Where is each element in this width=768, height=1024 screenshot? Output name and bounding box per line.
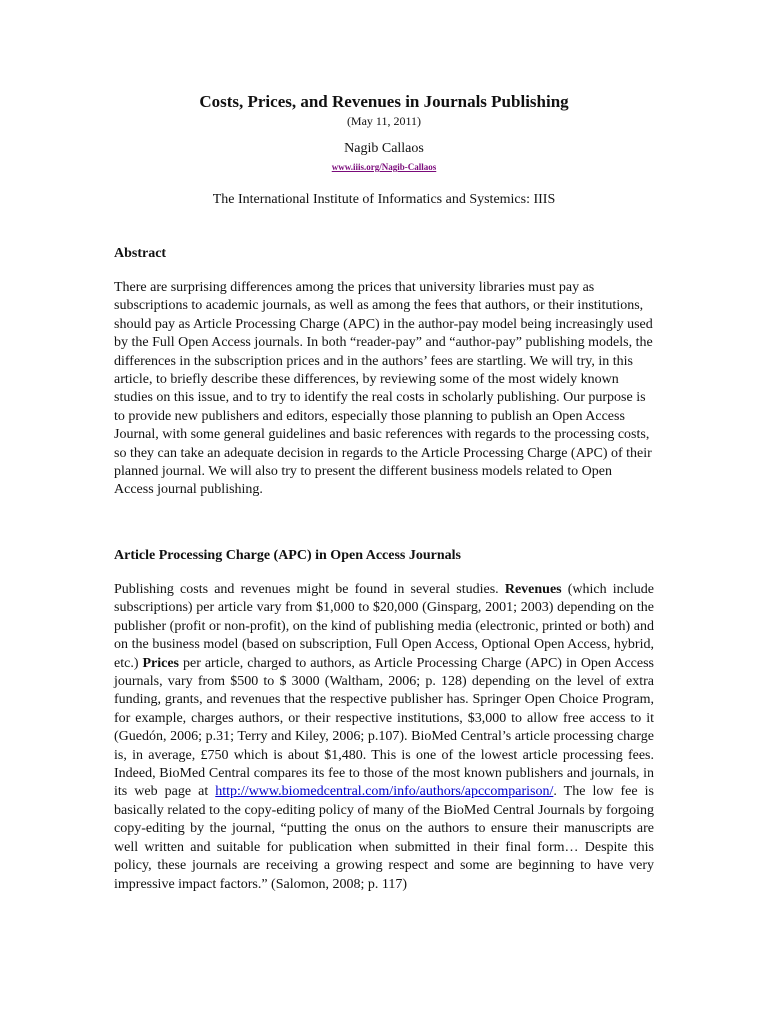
apc-text-part-2: (which include subscriptions) per article vary from $1,000 to $20,000 (Ginsparg, 2001; 2003) depending on the publisher (profit or non-profit), on the kind of publishing media (electronic, printed or both) and on the business model (based on subscription, Full Open Access, Optional Open Access, hybrid, etc.) (114, 582, 654, 671)
document-title: Costs, Prices, and Revenues in Journals Publishing (199, 92, 569, 111)
biomedcentral-link[interactable]: http://www.biomedcentral.com/info/authors/apccomparison/ (215, 784, 554, 800)
author-link[interactable]: www.iiis.org/Nagib-Callaos (331, 162, 437, 172)
revenues-label: Revenues (504, 582, 562, 597)
author-name: Nagib Callaos (344, 141, 424, 156)
apc-section-heading: Article Processing Charge (APC) in Open Access Journals (114, 548, 461, 563)
apc-paragraph (114, 581, 654, 894)
apc-text-part-4: . The low fee is basically related to the copy-editing policy of many of the BioMed Central Journals by forgoing copy-editing by the journal, “putting the onus on the authors to ensure their manuscripts are well written and suitable for publication when submitted in their final form… Despite this policy, these journals are receiving a growing respect and some are beginning to have very impressive impact factors.” (Salomon, 2008; p. 117) (114, 784, 654, 892)
prices-label: Prices (142, 655, 179, 671)
apc-text-part-3: per article, charged to authors, as Article Processing Charge (APC) in Open Access journals, vary from $500 to $ 3000 (Waltham, 2006; p. 128) depending on the level of extra funding, grants, and revenues that the respective publisher has. Springer Open Choice Program, for example, charges authors, or their respective institutions, $3,000 to allow free access to it (Guedón, 2006; p.31; Terry and Kiley, 2006; p.107). BioMed Central’s article processing charge is, in average, £750 which is about $1,480. This is one of the lowest article processing fees. Indeed, BioMed Central compares its fee to those of the most known publishers and journals, in its web page at (114, 655, 655, 800)
institute-name: The International Institute of Informatics and Systemics: IIIS (212, 192, 556, 207)
author-link-line (0, 162, 768, 173)
document-date: (May 11, 2011) (346, 114, 422, 128)
abstract-paragraph: There are surprising differences among the prices that university libraries must pay as subscriptions to academic journals, as well as among the fees that authors, or their institutions, should pay as Article Processing Charge (APC) in the author-pay model being increasingly used by the Full Open Access journals. In both “reader-pay” and “author-pay” publishing models, the differences in the subscription prices and in the authors’ fees are startling. We will try, in this article, to briefly describe these differences, by reviewing some of the most widely known studies on this issue, and to try to identify the real costs in scholarly publishing. Our purpose is to provide new publishers and editors, especially those planning to publish an Open Access Journal, with some general guidelines and basic references with regards to the processing costs, so they can take an adequate decision in regards to the Article Processing Charge (APC) of their planned journal. We will also try to present the different business models related to Open Access journal publishing. (114, 280, 653, 498)
abstract-heading: Abstract (114, 246, 167, 261)
apc-text-part-1: Publishing costs and revenues might be found in several studies. (114, 582, 505, 597)
